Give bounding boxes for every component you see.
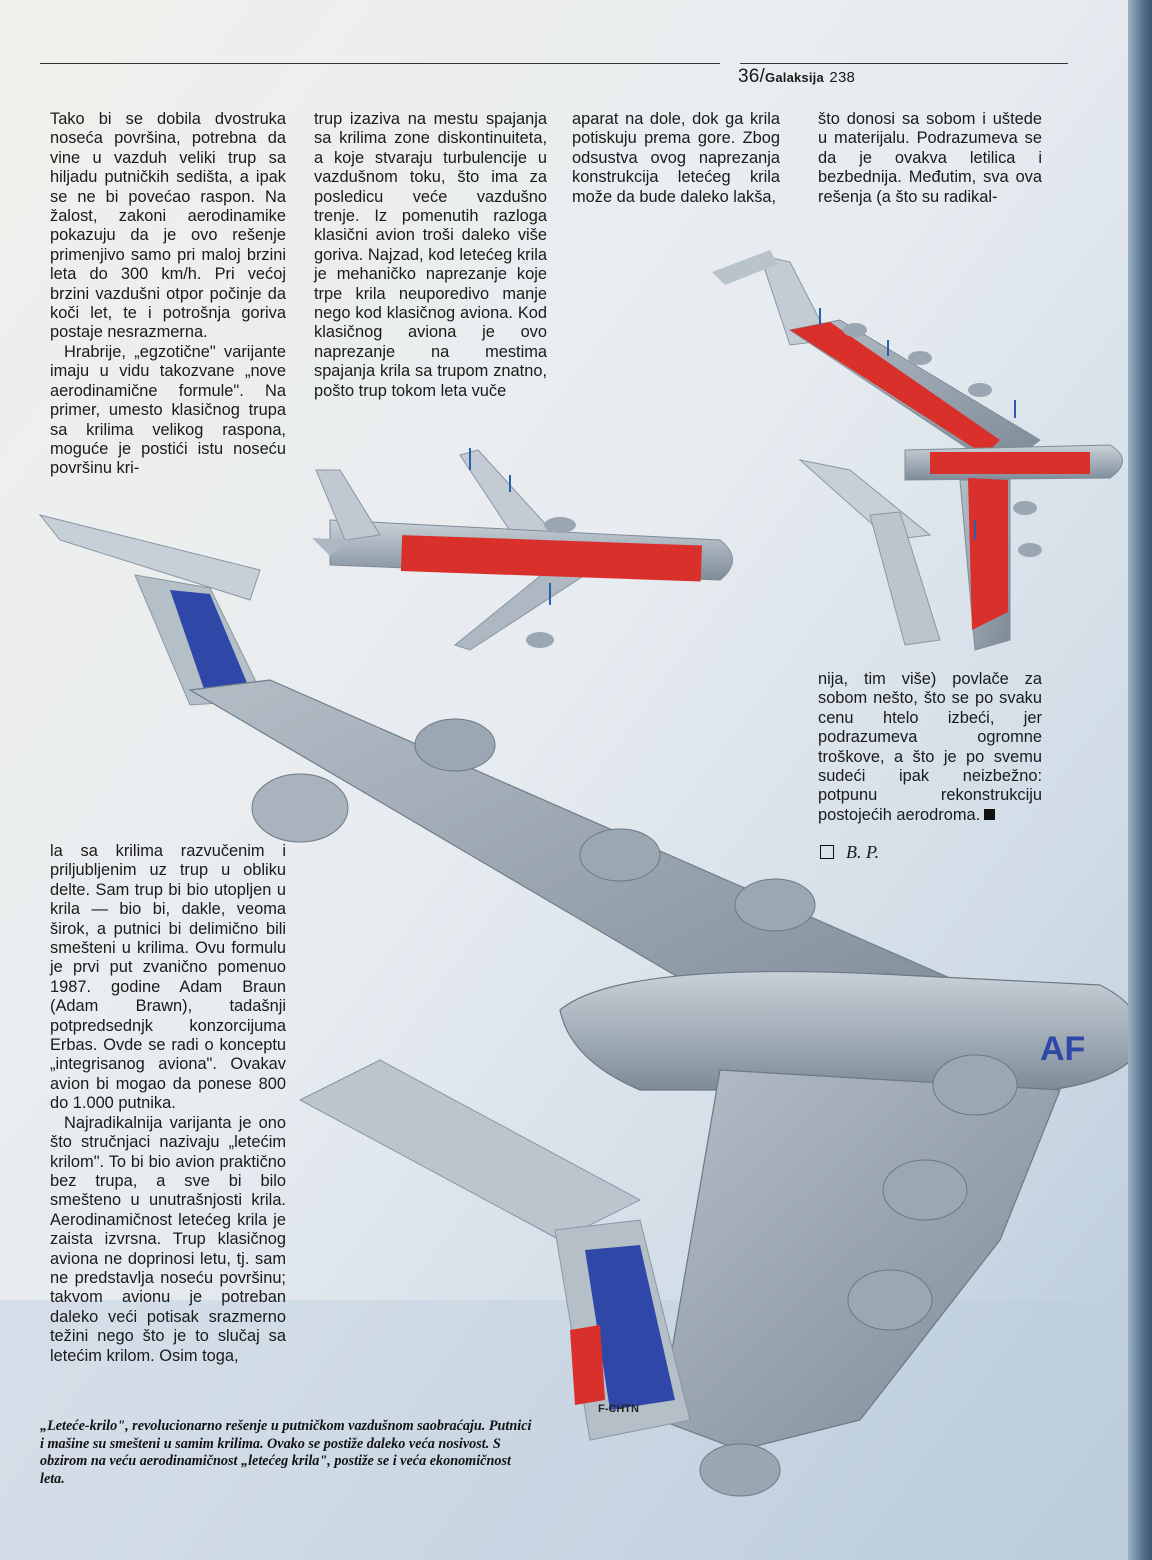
livery-text: AF xyxy=(1040,1030,1086,1068)
paragraph: la sa krilima razvučenim i priljubljenim uz trup u obliku delte. Sam trup bi bio utopljen u krila — bio bi, dakle, veoma širok, a putnici bi delimično bili smešteni u krilima. Ovu formulu je prvi put zvanično pomenuo 1987. godine Adam Braun (Adam Brawn), tadašnji potpredsednjk konzorcijuma Erbas. Ovde se radi o konceptu „integrisanog aviona". Ovakav avion bi mogao da ponese 800 do 1.000 putnika. xyxy=(50,842,286,1113)
page-edge-strip xyxy=(1128,0,1152,1560)
column-3 xyxy=(572,110,780,207)
byline-box-icon xyxy=(820,845,834,859)
magazine-name: Galaksija xyxy=(765,70,824,85)
column-4-bottom xyxy=(818,670,1042,825)
registration-text: F-CHTN xyxy=(598,1403,639,1415)
paragraph: aparat na dole, dok ga krila potiskuju prema gore. Zbog odsustva ovog naprezanja konstrukcija letećeg krila može da bude daleko lakša, xyxy=(572,110,780,206)
issue-number: 238 xyxy=(829,69,856,86)
end-mark-icon xyxy=(984,809,995,820)
header-rule-right xyxy=(740,63,1068,64)
byline xyxy=(820,842,879,863)
paragraph: što donosi sa sobom i uštede u materijalu. Podrazumeva se da je ovakva letilica i bezbednija. Međutim, sva ova rešenja (a što su radikal- xyxy=(818,110,1042,206)
page-folio xyxy=(738,66,938,88)
column-1-bottom xyxy=(50,842,286,1366)
column-1-top xyxy=(50,110,286,479)
author-initials: B. P. xyxy=(846,842,880,862)
paragraph: Tako bi se dobila dvostruka noseća površina, potrebna da vine u vazduh veliki trup sa hiljadu putničkih sedišta, a ipak se ne bi povećao raspon. Na žalost, zakoni aerodinamike pokazuju da je ovo rešenje primenjivo samo pri maloj brzini leta do 300 km/h. Pri većoj brzini vazdušni otpor počinje da koči let, te i potrošnja goriva postaje nesrazmerna. xyxy=(50,110,286,342)
paragraph xyxy=(818,670,1042,825)
page-number: 36/ xyxy=(738,66,766,87)
paragraph: trup izaziva na mestu spajanja sa krilima zone diskontinuiteta, a koje stvaraju turbulencije u vazdušnom toku, što ima za posledicu veće vazdušno trenje. Iz pomenutih razloga klasični avion troši daleko više goriva. Najzad, kod letećeg krila je mehaničko naprezanje koje trpe krila neuporedivo manje nego kod klasičnog aviona. Kod klasičnog aviona je ovo naprezanje na mestima spajanja krila sa trupom znatno, pošto trup tokom leta vuče xyxy=(314,110,547,400)
header-rule-left xyxy=(40,63,720,64)
column-4-top xyxy=(818,110,1042,207)
paragraph-text: nija, tim više) povlače za sobom nešto, što se po svaku cenu htelo izbeći, jer podrazumeva ogromne troškove, a što je po svemu sudeći ipak neizbežno: potpunu rekonstrukciju postojećih aerodroma. xyxy=(818,670,1042,824)
paragraph: Najradikalnija varijanta je ono što stručnjaci nazivaju „letećim krilom". To bi bio avion praktično bez trupa, a sve bi bilo smešteno u unutrašnjosti krila. Aerodinamičnost letećeg krila je zaista izvrsna. Trup klasičnog aviona ne doprinosi letu, tj. sam ne predstavlja noseću površinu; takvom avionu je potreban daleko veći potisak srazmerno težini nego što je to slučaj sa letećim krilom. Osim toga, xyxy=(50,1113,286,1365)
illustration-caption: „Leteće-krilo", revolucionarno rešenje u putničkom vazdušnom saobraćaju. Putnici i mašine su smešteni u samim krilima. Ovako se postiže daleko veća nosivost. S obzirom na veću aerodinamičnost „letećeg krila", postiže se i veća ekonomičnost leta. xyxy=(40,1418,532,1487)
paragraph: Hrabrije, „egzotične" varijante imaju u vidu takozvane „nove aerodinamične formule". Na primer, umesto klasičnog trupa sa krilima velikog raspona, moguće je postići istu noseću površinu kri- xyxy=(50,342,286,478)
column-2 xyxy=(314,110,547,401)
